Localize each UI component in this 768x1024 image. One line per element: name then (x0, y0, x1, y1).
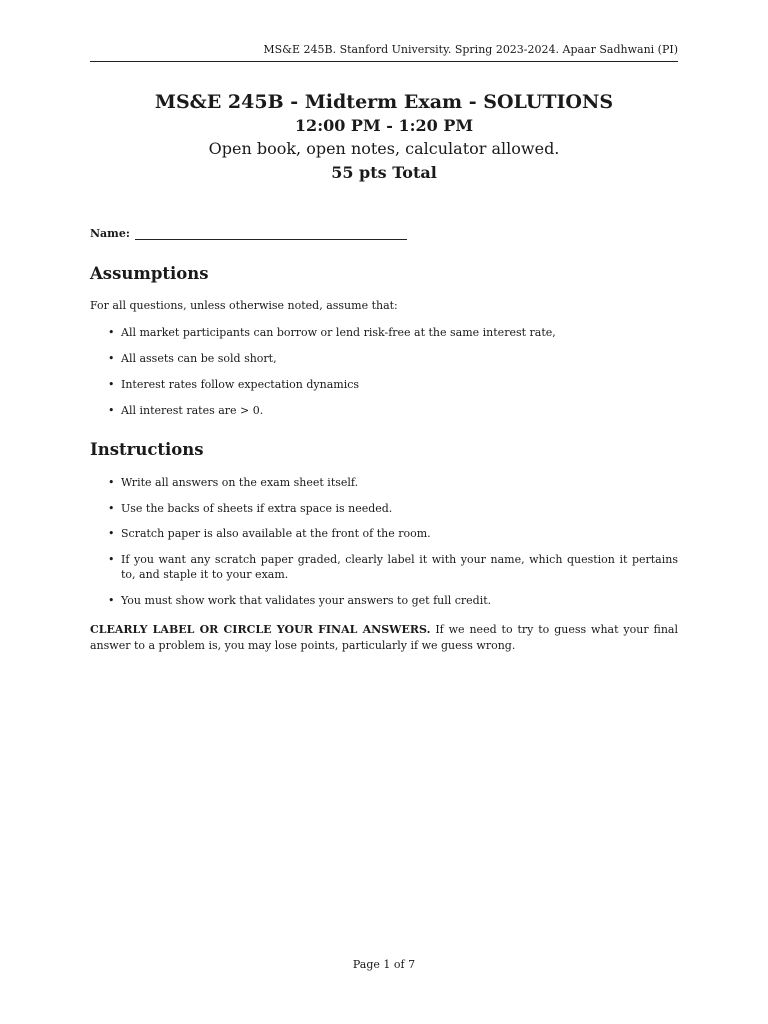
exam-page (90, 0, 678, 1024)
assumptions-intro: For all questions, unless otherwise noted, assume that: (90, 299, 398, 312)
list-item-text: All market participants can borrow or lend risk-free at the same interest rate, (121, 326, 556, 339)
bullet-icon: • (108, 476, 115, 489)
name-field-row (90, 227, 407, 240)
exam-title: MS&E 245B - Midterm Exam - SOLUTIONS (154, 91, 614, 113)
list-item-text: Write all answers on the exam sheet itself. (121, 476, 359, 489)
bullet-icon: • (108, 501, 115, 515)
exam-points-total: 55 pts Total (331, 163, 437, 182)
name-label: Name: (90, 227, 130, 240)
final-answers-emphasis: CLEARLY LABEL OR CIRCLE YOUR FINAL ANSWERS. (90, 623, 431, 636)
instructions-heading: Instructions (90, 440, 204, 459)
list-item (90, 526, 678, 542)
list-item-text: Scratch paper is also available at the front of the room. (121, 527, 431, 540)
list-item (90, 593, 678, 609)
list-item (90, 501, 678, 517)
list-item-text: Interest rates follow expectation dynamics (121, 378, 360, 391)
bullet-icon: • (108, 378, 115, 391)
exam-time: 12:00 PM - 1:20 PM (294, 116, 474, 135)
instructions-list (90, 475, 678, 618)
list-item-text: You must show work that validates your answers to get full credit. (121, 593, 492, 607)
header-rule (90, 61, 678, 62)
title-block (90, 90, 678, 184)
list-item-text: All interest rates are > 0. (121, 404, 264, 417)
bullet-icon: • (108, 326, 115, 339)
name-blank-line (135, 228, 407, 240)
list-item (90, 351, 678, 367)
list-item (90, 377, 678, 393)
list-item (90, 403, 678, 419)
bullet-icon: • (108, 527, 115, 540)
final-answers-text: If we need to try to guess what your final answer to a problem is, you may lose points, particularly if we guess wrong. (90, 623, 678, 652)
bullet-icon: • (108, 352, 115, 365)
list-item (90, 325, 678, 341)
bullet-icon: • (108, 404, 115, 417)
page-number: Page 1 of 7 (352, 958, 416, 971)
list-item-text: All assets can be sold short, (121, 352, 277, 365)
assumptions-list (90, 325, 678, 429)
list-item-text: Use the backs of sheets if extra space is needed. (121, 501, 393, 515)
bullet-icon: • (108, 552, 115, 566)
running-head: MS&E 245B. Stanford University. Spring 2023-2024. Apaar Sadhwani (PI) (263, 43, 678, 56)
bullet-icon: • (108, 593, 115, 607)
list-item-text: If you want any scratch paper graded, clearly label it with your name, which question it pertains to, and staple it to your exam. (121, 552, 678, 581)
assumptions-heading: Assumptions (90, 264, 209, 283)
final-answers-note (90, 622, 678, 654)
exam-rules: Open book, open notes, calculator allowed. (208, 139, 560, 158)
list-item (90, 475, 678, 491)
list-item (90, 552, 678, 583)
